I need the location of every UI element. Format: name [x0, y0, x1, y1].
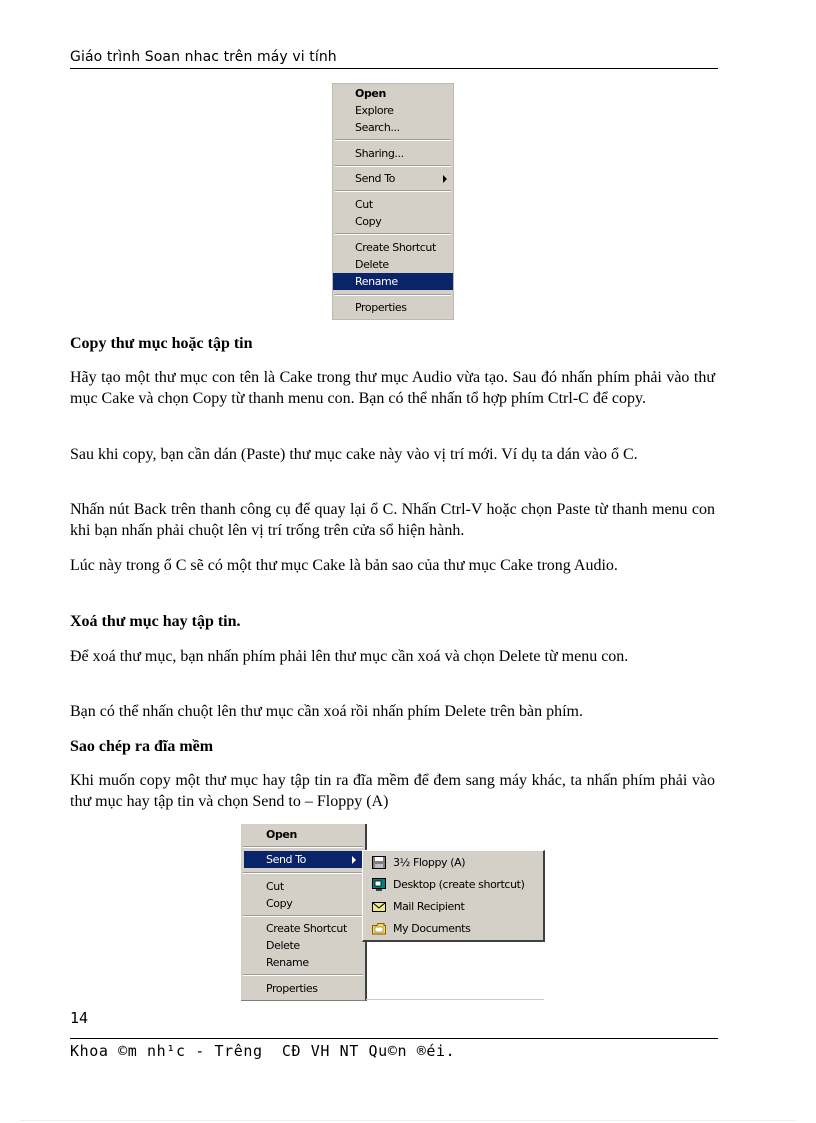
menu-item-delete[interactable]: Delete: [266, 939, 300, 952]
menu-item-copy[interactable]: Copy: [355, 215, 382, 228]
footer-text: Khoa ©m nh¹c - Trêng CĐ VH NT Qu©n ®éi.: [70, 1042, 456, 1060]
desktop-icon: [372, 878, 386, 891]
submenu-item-desktop[interactable]: [363, 874, 543, 896]
footer-rule: [70, 1038, 718, 1039]
menu-separator: [335, 233, 451, 235]
menu-item-search[interactable]: Search...: [355, 121, 400, 134]
header-title: Giáo trình Soan nhac trên máy vi tính: [70, 49, 337, 65]
send-to-submenu: [362, 850, 545, 942]
menu-item-open[interactable]: Open: [355, 87, 386, 100]
menu-separator: [335, 190, 451, 192]
section-heading-floppy: Sao chép ra đĩa mềm: [70, 738, 214, 755]
menu-separator: [243, 846, 363, 848]
menu-item-copy[interactable]: Copy: [266, 897, 293, 910]
paragraph: Lúc này trong ổ C sẽ có một thư mục Cake là bản sao của thư mục Cake trong Audio.: [70, 557, 618, 574]
submenu-arrow-icon: [443, 175, 447, 183]
menu-item-cut[interactable]: Cut: [266, 880, 284, 893]
menu-item-rename[interactable]: Rename: [266, 956, 309, 969]
menu-item-explore[interactable]: Explore: [355, 104, 394, 117]
menu-separator: [335, 139, 451, 141]
menu-item-properties[interactable]: Properties: [266, 982, 318, 995]
section-heading-copy: Copy thư mục hoặc tập tin: [70, 335, 253, 352]
menu-separator: [335, 165, 451, 167]
menu-item-open[interactable]: Open: [266, 828, 297, 841]
floppy-icon: [372, 856, 386, 869]
menu-item-send-to[interactable]: [333, 170, 453, 187]
menu-item-send-to[interactable]: [244, 851, 362, 868]
submenu-item-label: Mail Recipient: [393, 900, 465, 913]
paragraph: Để xoá thư mục, bạn nhấn phím phải lên thư mục cần xoá và chọn Delete từ menu con.: [70, 648, 629, 665]
paragraph: Sau khi copy, bạn cần dán (Paste) thư mục cake này vào vị trí mới. Ví dụ ta dán vào ổ C.: [70, 446, 638, 463]
menu-item-rename[interactable]: Rename: [333, 273, 453, 290]
submenu-item-label: Desktop (create shortcut): [393, 878, 525, 891]
menu-item-create-shortcut[interactable]: Create Shortcut: [355, 241, 436, 254]
folder-icon: [372, 922, 386, 935]
menu-item-label: Send To: [266, 853, 306, 866]
section-heading-delete: Xoá thư mục hay tập tin.: [70, 613, 241, 630]
menu-separator: [335, 294, 451, 296]
context-menu-1: [332, 83, 454, 320]
paragraph: Nhấn nút Back trên thanh công cụ để quay lại ổ C. Nhấn Ctrl-V hoặc chọn Paste từ thanh menu con khi bạn nhấn phải chuột lên vị trí trống trên cửa sổ hiện hành.: [70, 501, 715, 539]
menu-item-sharing[interactable]: Sharing...: [355, 147, 404, 160]
menu-item-properties[interactable]: Properties: [355, 301, 407, 314]
menu-item-cut[interactable]: Cut: [355, 198, 373, 211]
submenu-arrow-icon: [352, 856, 356, 864]
page-number: 14: [70, 1009, 89, 1027]
mail-icon: [372, 900, 386, 913]
submenu-item-mail-recipient[interactable]: [363, 896, 543, 918]
submenu-item-floppy[interactable]: [363, 852, 543, 874]
header-rule: [70, 68, 718, 69]
submenu-item-label: 3½ Floppy (A): [393, 856, 466, 869]
menu-item-label: Send To: [355, 172, 395, 185]
paragraph: Hãy tạo một thư mục con tên là Cake trong thư mục Audio vừa tạo. Sau đó nhấn phím phải vào thư mục Cake và chọn Copy từ thanh menu con. Bạn có thể nhấn tổ hợp phím Ctrl-C để copy.: [70, 369, 715, 407]
menu-item-delete[interactable]: Delete: [355, 258, 389, 271]
submenu-item-my-documents[interactable]: [363, 918, 543, 940]
paragraph: Bạn có thể nhấn chuột lên thư mục cần xoá rồi nhấn phím Delete trên bàn phím.: [70, 703, 583, 720]
paragraph: Khi muốn copy một thư mục hay tập tin ra đĩa mềm để đem sang máy khác, ta nhấn phím phải vào thư mục hay tập tin và chọn Send to – Floppy (A): [70, 772, 715, 810]
menu-separator: [243, 872, 363, 874]
page-edge-dots: [20, 1120, 796, 1121]
submenu-item-label: My Documents: [393, 922, 471, 935]
menu-shadow-line: [366, 999, 544, 1000]
menu-separator: [243, 974, 363, 976]
menu-item-create-shortcut[interactable]: Create Shortcut: [266, 922, 347, 935]
context-menu-2: [241, 824, 367, 1001]
menu-separator: [243, 915, 363, 917]
